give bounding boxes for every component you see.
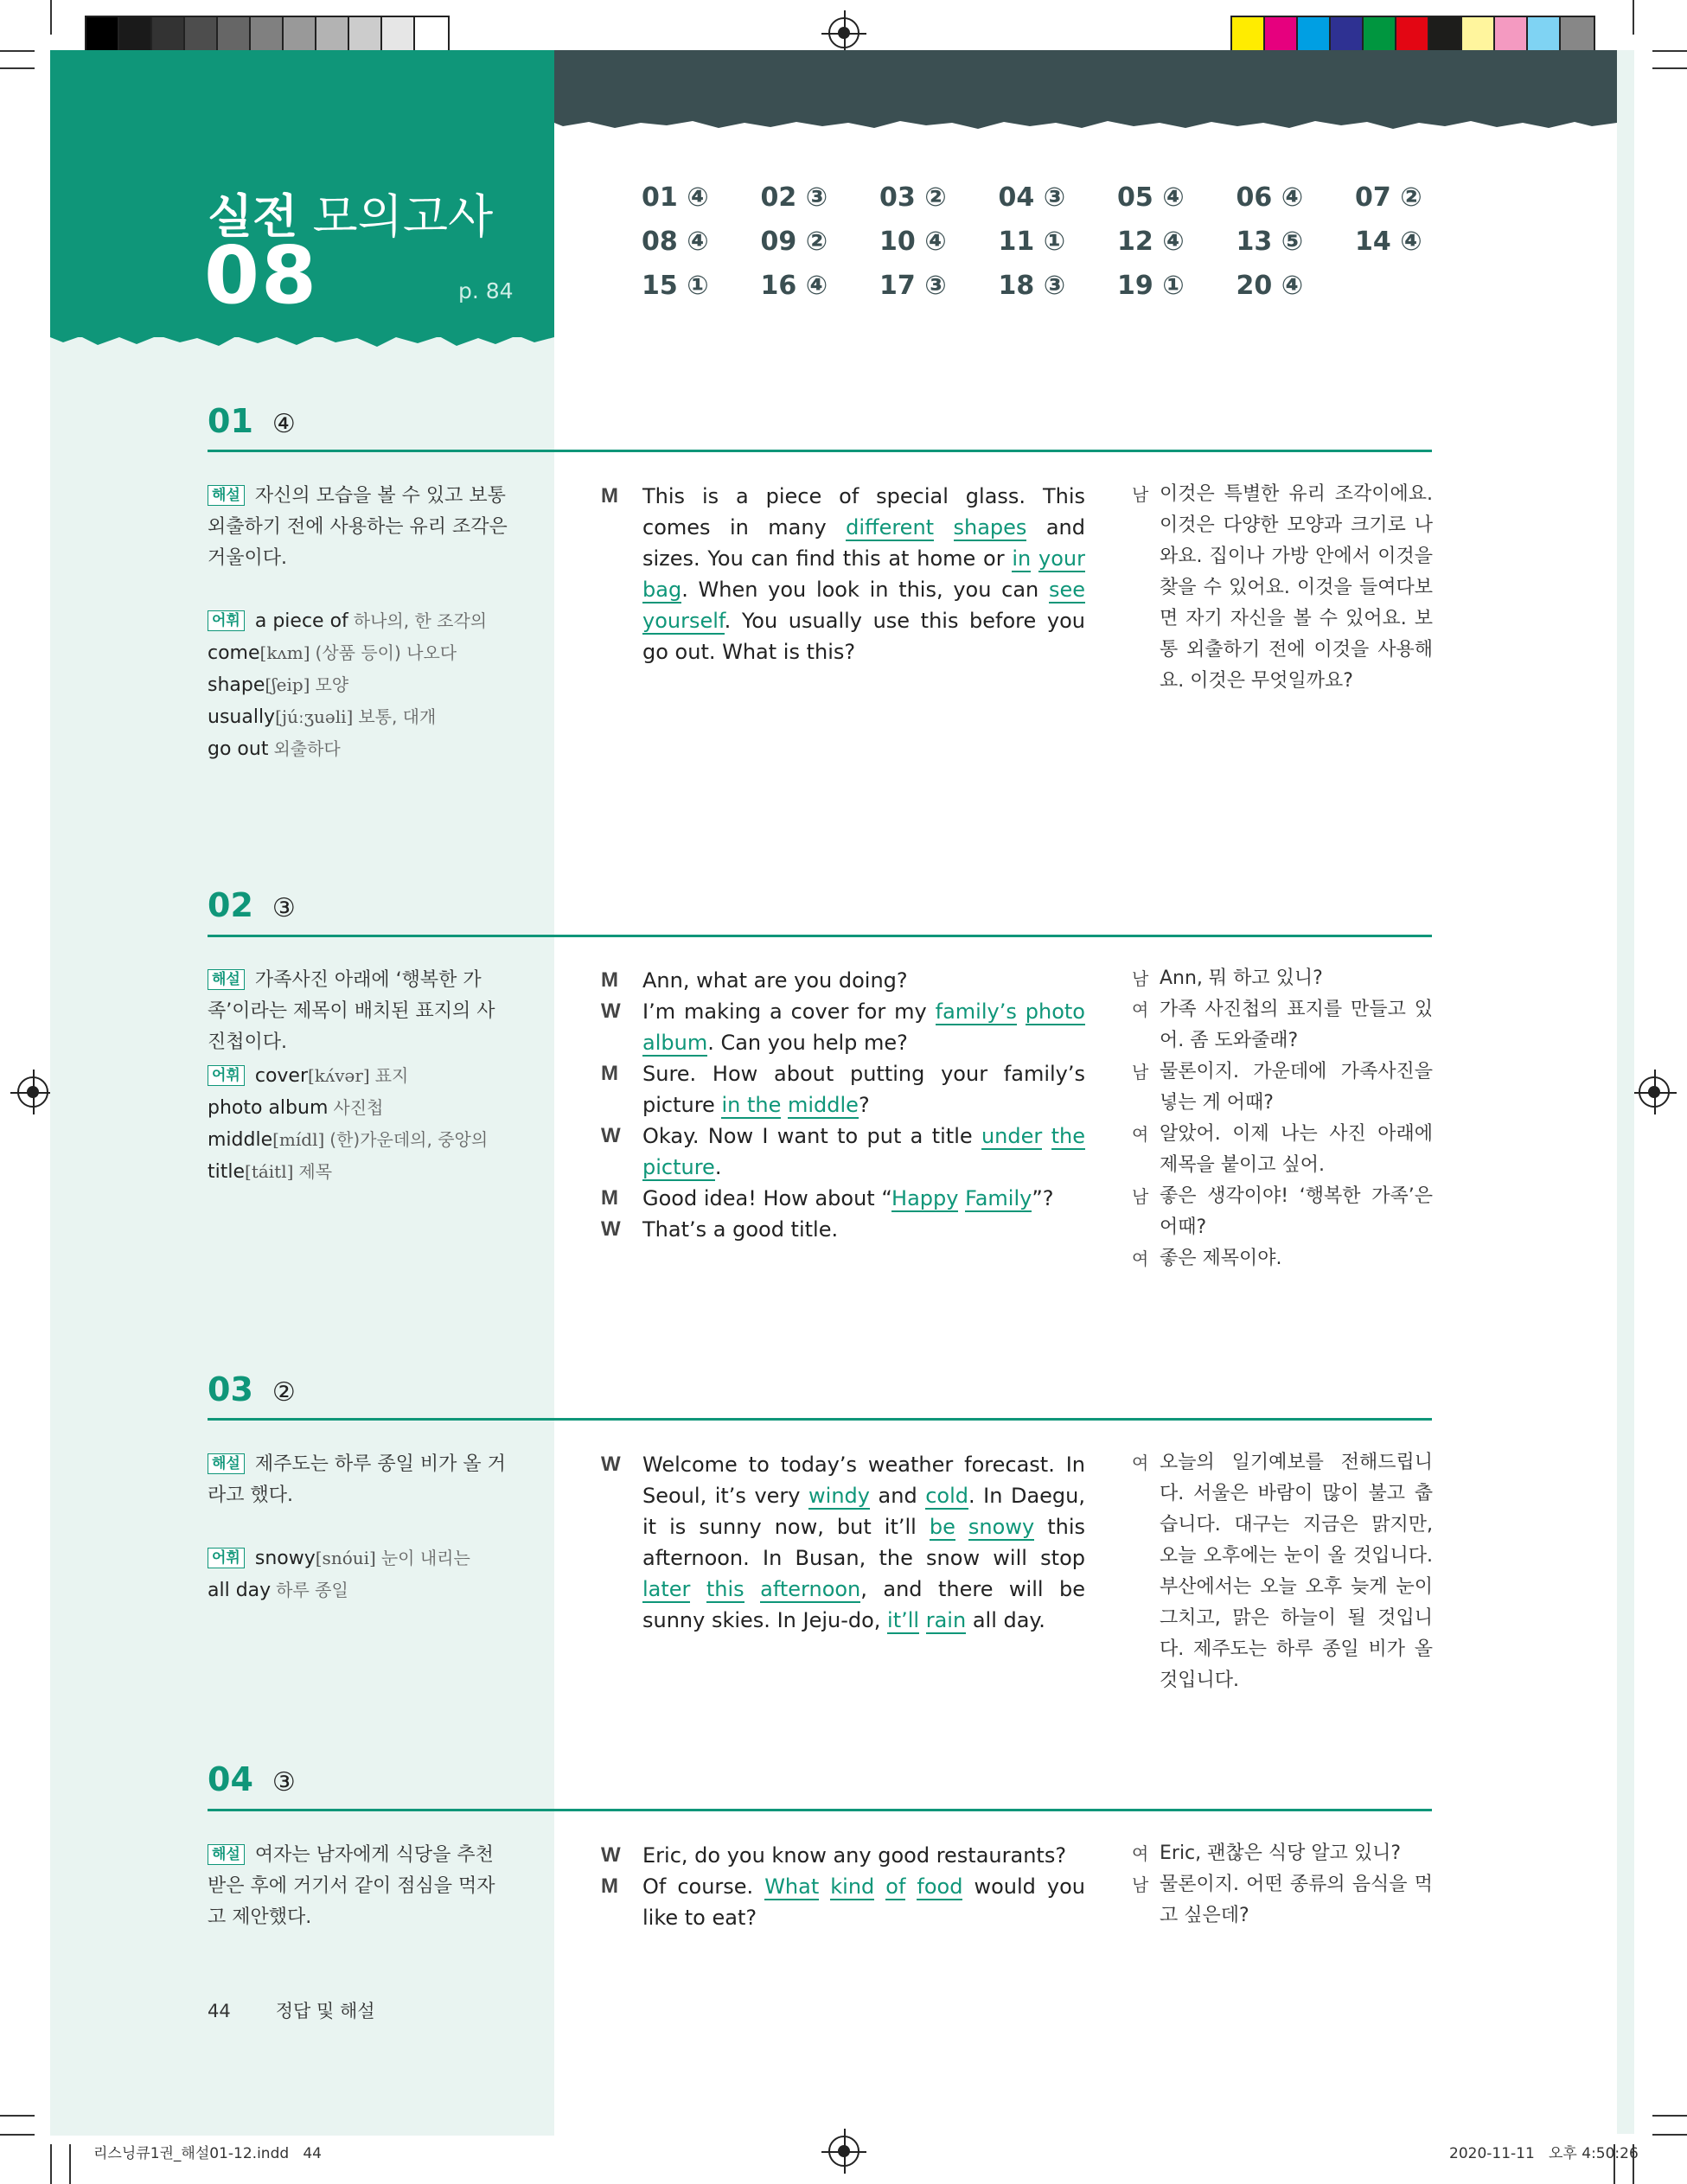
question-number: 04 (208, 1760, 253, 1798)
vocab-word: all day (208, 1580, 272, 1601)
blank-answer: middle (788, 1093, 859, 1117)
speaker-label: M (601, 1186, 618, 1210)
header-band-rough-edge (554, 118, 1617, 133)
question-answer: ④ (272, 409, 296, 439)
blank-answer: under (981, 1124, 1043, 1148)
vocab-item (208, 1574, 553, 1606)
translation-line (1132, 1119, 1433, 1181)
explanation-text: 여자는 남자에게 식당을 추천받은 후에 거기서 같이 점심을 먹자고 제안했다. (208, 1844, 495, 1928)
blank-answer: see (1048, 578, 1085, 602)
answer-key-item: 07 ② (1355, 182, 1422, 213)
speaker-label: W (601, 1843, 621, 1867)
vocab-meaning: 보통, 대개 (358, 706, 437, 727)
answer-key-item: 12 ④ (1117, 227, 1185, 257)
script-text: Welcome to today’s weather forecast. In Seoul, it’s very windy and cold. In Daegu, it is sunny now, but it’ll be snowy this afternoon. In Busan, the snow will stop later this afternoon, and there will be sunny skies. In Jeju-do, it’ll rain all day. (642, 1453, 1086, 1632)
vocab-pronunciation: [kʌ́vər] (308, 1065, 370, 1086)
vocabulary-list (208, 1060, 553, 1188)
korean-translation (1132, 1838, 1433, 1932)
script-line (601, 481, 1085, 667)
vocab-meaning: 하나의, 한 조각의 (353, 610, 488, 631)
explanation-tag: 해설 (208, 1844, 245, 1865)
speaker-label: 여 (1132, 1843, 1149, 1864)
answer-key-item: 06 ④ (1236, 182, 1304, 213)
vocab-item (208, 669, 553, 701)
answer-key-item: 20 ④ (1236, 271, 1304, 301)
color-swatch (1462, 17, 1495, 50)
vocab-word: a piece of (254, 610, 348, 632)
vocab-item (208, 1060, 553, 1092)
vocab-item (208, 605, 553, 637)
vocabulary-tag: 어휘 (208, 1548, 245, 1568)
gray-swatch (251, 17, 284, 50)
blank-answer: kind (830, 1874, 875, 1899)
vocab-meaning: 모양 (315, 674, 349, 695)
blank-answer: food (917, 1874, 963, 1899)
registration-mark-right (1639, 1076, 1670, 1108)
question-number: 02 (208, 886, 253, 924)
vocab-word: cover (254, 1065, 309, 1087)
speaker-label: 여 (1132, 1124, 1149, 1145)
crop-mark (1652, 2115, 1687, 2117)
question-number: 03 (208, 1370, 253, 1408)
page-number: 44 (208, 2001, 231, 2021)
explanation-tag: 해설 (208, 1453, 245, 1474)
translation-text: 물론이지. 어떤 종류의 음식을 먹고 싶은데? (1160, 1874, 1433, 1926)
listening-script (601, 481, 1085, 667)
translation-text: 물론이지. 가운데에 가족사진을 넣는 게 어때? (1160, 1061, 1433, 1114)
blank-answer: windy (808, 1484, 870, 1508)
speaker-label: M (601, 1874, 618, 1898)
speaker-label: W (601, 999, 621, 1023)
vocab-meaning: 제목 (298, 1161, 333, 1182)
script-line (601, 1871, 1085, 1933)
grayscale-color-bar (85, 16, 450, 52)
color-swatch (1528, 17, 1561, 50)
color-swatch (1429, 17, 1462, 50)
answer-key-item: 05 ④ (1117, 182, 1185, 213)
color-swatch (1396, 17, 1429, 50)
translation-text: 가족 사진첩의 표지를 만들고 있어. 좀 도와줄래? (1160, 999, 1433, 1051)
color-swatch (1364, 17, 1396, 50)
blank-answer: different (846, 515, 935, 540)
script-line (601, 1058, 1085, 1121)
blank-answer: later (642, 1577, 691, 1601)
answer-key-item: 14 ④ (1355, 227, 1422, 257)
explanation-tag: 해설 (208, 969, 245, 990)
registration-mark-left (17, 1076, 48, 1108)
page-footer (208, 1997, 375, 2023)
vocab-pronunciation: [kʌm] (259, 642, 310, 663)
answer-key-item: 08 ④ (642, 227, 709, 257)
blank-answer: Family (965, 1186, 1032, 1210)
gray-swatch (185, 17, 218, 50)
vocab-word: title (208, 1161, 246, 1183)
crop-mark (50, 0, 52, 35)
explanation (208, 1449, 510, 1511)
vocab-word: come (208, 642, 260, 664)
question-answer: ③ (272, 1767, 296, 1798)
speaker-label: 남 (1132, 968, 1149, 989)
script-text: Of course. What kind of food would you like to eat? (642, 1874, 1085, 1930)
speaker-label: W (601, 1124, 621, 1147)
speaker-label: M (601, 968, 618, 992)
answer-key-item: 15 ① (642, 271, 709, 301)
title-bold: 실전 (208, 189, 298, 244)
crop-mark (1652, 50, 1687, 52)
explanation-text: 제주도는 하루 종일 비가 올 거라고 했다. (208, 1453, 506, 1506)
vocab-word: shape (208, 674, 265, 696)
header-dark-band (554, 50, 1617, 121)
blank-answer: photo (1025, 999, 1085, 1024)
blank-answer: album (642, 1031, 708, 1055)
korean-translation (1132, 1447, 1433, 1696)
gray-swatch (382, 17, 415, 50)
blank-answer: in the (721, 1093, 782, 1117)
vocab-item (208, 1156, 553, 1188)
crop-mark (0, 67, 35, 69)
blank-answer: rain (925, 1608, 967, 1632)
color-swatch (1265, 17, 1298, 50)
script-line (601, 1214, 1085, 1245)
speaker-label: M (601, 484, 618, 508)
blank-answer: What (764, 1874, 820, 1899)
vocab-pronunciation: [táitl] (245, 1161, 294, 1182)
question-answer: ② (272, 1377, 296, 1408)
gray-swatch (415, 17, 448, 50)
speaker-label: M (601, 1062, 618, 1085)
translation-line (1132, 994, 1433, 1057)
crop-mark (1633, 0, 1634, 35)
translation-line (1132, 1243, 1433, 1274)
vocab-pronunciation: [snóui] (315, 1548, 376, 1568)
answer-key-item: 02 ③ (760, 182, 828, 213)
vocab-meaning: (한)가운데의, 중앙의 (329, 1129, 489, 1150)
gray-swatch (152, 17, 185, 50)
vocab-item (208, 1092, 553, 1124)
vocab-word: photo album (208, 1097, 329, 1119)
question-heading (208, 1370, 296, 1408)
answer-key-item: 16 ④ (760, 271, 828, 301)
print-slug-date: 2020-11-11 오후 4:50:26 (1449, 2145, 1639, 2162)
blank-answer: the (1051, 1124, 1085, 1148)
section-name: 정답 및 해설 (275, 2001, 375, 2021)
translation-text: Eric, 괜찮은 식당 알고 있니? (1160, 1842, 1402, 1864)
answer-key-item: 13 ⑤ (1236, 227, 1304, 257)
right-edge-stripe (1617, 50, 1634, 2134)
vocab-meaning: 사진첩 (333, 1097, 384, 1118)
translation-text: 좋은 제목이야. (1160, 1248, 1282, 1269)
script-text: I’m making a cover for my family’s photo album. Can you help me? (642, 999, 1085, 1055)
crop-mark (0, 50, 35, 52)
translation-text: Ann, 뭐 하고 있니? (1160, 967, 1323, 989)
question-answer: ③ (272, 893, 296, 923)
section-divider (208, 450, 1432, 452)
blank-answer: snowy (968, 1515, 1035, 1539)
answer-key-item: 11 ① (998, 227, 1066, 257)
script-text: That’s a good title. (642, 1217, 839, 1242)
crop-mark (50, 2144, 52, 2184)
question-heading (208, 402, 296, 440)
speaker-label: 여 (1132, 1248, 1149, 1269)
explanation (208, 965, 510, 1058)
vocab-meaning: 하루 종일 (276, 1580, 348, 1600)
korean-translation (1132, 963, 1433, 1274)
registration-mark-bottom (828, 2136, 859, 2167)
script-line (601, 965, 1085, 996)
translation-text: 이것은 특별한 유리 조각이에요. 이것은 다양한 모양과 크기로 나와요. 집이나 가방 안에서 이것을 찾을 수 있어요. 이것을 들여다보면 자기 자신을 볼 수 있어요. 보통 외출하기 전에 이것을 사용해요. 이것은 무엇일까요? (1160, 483, 1433, 692)
gray-swatch (284, 17, 316, 50)
translation-line (1132, 1869, 1433, 1932)
speaker-label: 남 (1132, 484, 1149, 505)
translation-line (1132, 479, 1433, 697)
answer-key-item: 17 ③ (879, 271, 947, 301)
speaker-label: 남 (1132, 1874, 1149, 1895)
korean-translation (1132, 479, 1433, 697)
vocab-pronunciation: [mídl] (272, 1129, 325, 1150)
vocab-meaning: 외출하다 (273, 738, 341, 759)
script-text: Ann, what are you doing? (642, 968, 908, 993)
blank-answer: yourself (642, 609, 725, 633)
script-line (601, 1449, 1085, 1636)
question-heading (208, 886, 296, 924)
answer-key-item: 10 ④ (879, 227, 947, 257)
speaker-label: W (601, 1217, 621, 1241)
explanation-tag: 해설 (208, 485, 245, 506)
vocab-word: go out (208, 738, 269, 760)
translation-text: 오늘의 일기예보를 전해드립니다. 서울은 바람이 많이 불고 춥습니다. 대구는 지금은 맑지만, 오늘 오후에는 눈이 올 것입니다. 부산에서는 오늘 오후 늦게 눈이 그치고, 맑은 하늘이 될 것입니다. 제주도는 하루 종일 비가 올 것입니다. (1160, 1452, 1433, 1691)
crop-mark (1652, 2134, 1687, 2136)
answer-key-item: 04 ③ (998, 182, 1066, 213)
question-heading (208, 1760, 296, 1798)
vocab-pronunciation: [ʃeip] (265, 674, 310, 695)
blank-answer: this (706, 1577, 744, 1601)
print-slug-file: 리스닝큐1권_해설01-12.indd 44 (93, 2145, 322, 2162)
blank-answer: shapes (953, 515, 1027, 540)
crop-mark (0, 2134, 35, 2136)
page-reference: p. 84 (458, 278, 514, 303)
speaker-label: 남 (1132, 1186, 1149, 1207)
answer-key-item: 19 ① (1117, 271, 1185, 301)
translation-line (1132, 1057, 1433, 1119)
translation-line (1132, 1838, 1433, 1869)
speaker-label: 남 (1132, 1062, 1149, 1082)
section-divider (208, 1809, 1432, 1811)
question-number: 01 (208, 402, 253, 440)
script-line (601, 1840, 1085, 1871)
section-divider (208, 1418, 1432, 1421)
script-line (601, 1121, 1085, 1183)
script-line (601, 1183, 1085, 1214)
script-text: This is a piece of special glass. This comes in many different shapes and sizes. You can find this at home or in your bag. When you look in this, you can see yourself. You usually use this before you go out. What is this? (642, 484, 1085, 664)
blank-answer: Happy (891, 1186, 959, 1210)
translation-line (1132, 1181, 1433, 1243)
translation-line (1132, 963, 1433, 994)
gray-swatch (316, 17, 349, 50)
vocab-item (208, 733, 553, 765)
script-text: Eric, do you know any good restaurants? (642, 1843, 1067, 1868)
listening-script (601, 1840, 1085, 1933)
crop-mark (69, 2144, 71, 2184)
explanation-text: 자신의 모습을 볼 수 있고 보통 외출하기 전에 사용하는 유리 조각은 거울이다. (208, 485, 508, 569)
translation-line (1132, 1447, 1433, 1696)
translation-text: 알았어. 이제 나는 사진 아래에 제목을 붙이고 싶어. (1160, 1123, 1433, 1176)
translation-text: 좋은 생각이야! ‘행복한 가족’은 어때? (1160, 1185, 1433, 1238)
blank-answer: bag (642, 578, 682, 602)
vocabulary-tag: 어휘 (208, 1065, 245, 1086)
gray-swatch (119, 17, 152, 50)
blank-answer: it’ll (887, 1608, 920, 1632)
gray-swatch (218, 17, 251, 50)
process-color-bar (1230, 16, 1595, 52)
vocab-meaning: (상품 등이) 나오다 (315, 642, 457, 663)
vocab-meaning: 눈이 내리는 (380, 1548, 470, 1568)
vocab-item (208, 1542, 553, 1574)
vocab-word: snowy (254, 1548, 316, 1569)
color-swatch (1331, 17, 1364, 50)
test-number: 08 (204, 229, 319, 322)
blank-answer: of (885, 1874, 906, 1899)
vocabulary-list (208, 605, 553, 765)
explanation-text: 가족사진 아래에 ‘행복한 가족’이라는 제목이 배치된 표지의 사진첩이다. (208, 969, 495, 1053)
vocab-meaning: 표지 (374, 1065, 409, 1086)
script-text: Okay. Now I want to put a title under the picture. (642, 1124, 1085, 1179)
speaker-label: W (601, 1453, 621, 1476)
color-swatch (1495, 17, 1528, 50)
vocab-word: middle (208, 1129, 273, 1151)
answer-key (642, 182, 1463, 303)
script-line (601, 996, 1085, 1058)
vocab-item (208, 637, 553, 669)
vocab-item (208, 1124, 553, 1156)
crop-mark (0, 2115, 35, 2117)
blank-answer: cold (925, 1484, 968, 1508)
title-block-rough-edge (50, 330, 554, 351)
section-divider (208, 935, 1432, 937)
script-text: Sure. How about putting your family’s picture in the middle? (642, 1062, 1085, 1117)
vocab-pronunciation: [júːʒuəli] (275, 706, 354, 727)
answer-key-item: 09 ② (760, 227, 828, 257)
answer-key-item: 03 ② (879, 182, 947, 213)
listening-script (601, 965, 1085, 1245)
explanation (208, 481, 510, 574)
answer-key-item: 18 ③ (998, 271, 1066, 301)
blank-answer: family’s (935, 999, 1017, 1024)
color-swatch (1561, 17, 1594, 50)
blank-answer: picture (642, 1155, 715, 1179)
blank-answer: be (929, 1515, 955, 1539)
answer-key-item: 01 ④ (642, 182, 709, 213)
vocab-item (208, 701, 553, 733)
vocab-word: usually (208, 706, 276, 728)
blank-answer: your (1038, 546, 1085, 571)
gray-swatch (349, 17, 382, 50)
vocabulary-tag: 어휘 (208, 610, 245, 631)
color-swatch (1298, 17, 1331, 50)
crop-mark (1652, 67, 1687, 69)
color-swatch (1232, 17, 1265, 50)
listening-script (601, 1449, 1085, 1636)
speaker-label: 여 (1132, 999, 1149, 1020)
gray-swatch (86, 17, 119, 50)
registration-mark-top (828, 17, 859, 48)
explanation (208, 1840, 510, 1933)
blank-answer: afternoon (760, 1577, 861, 1601)
speaker-label: 여 (1132, 1453, 1149, 1473)
title-light: 모의고사 (312, 189, 494, 244)
blank-answer: in (1012, 546, 1032, 571)
script-text: Good idea! How about “Happy Family”? (642, 1186, 1054, 1210)
vocabulary-list (208, 1542, 553, 1606)
